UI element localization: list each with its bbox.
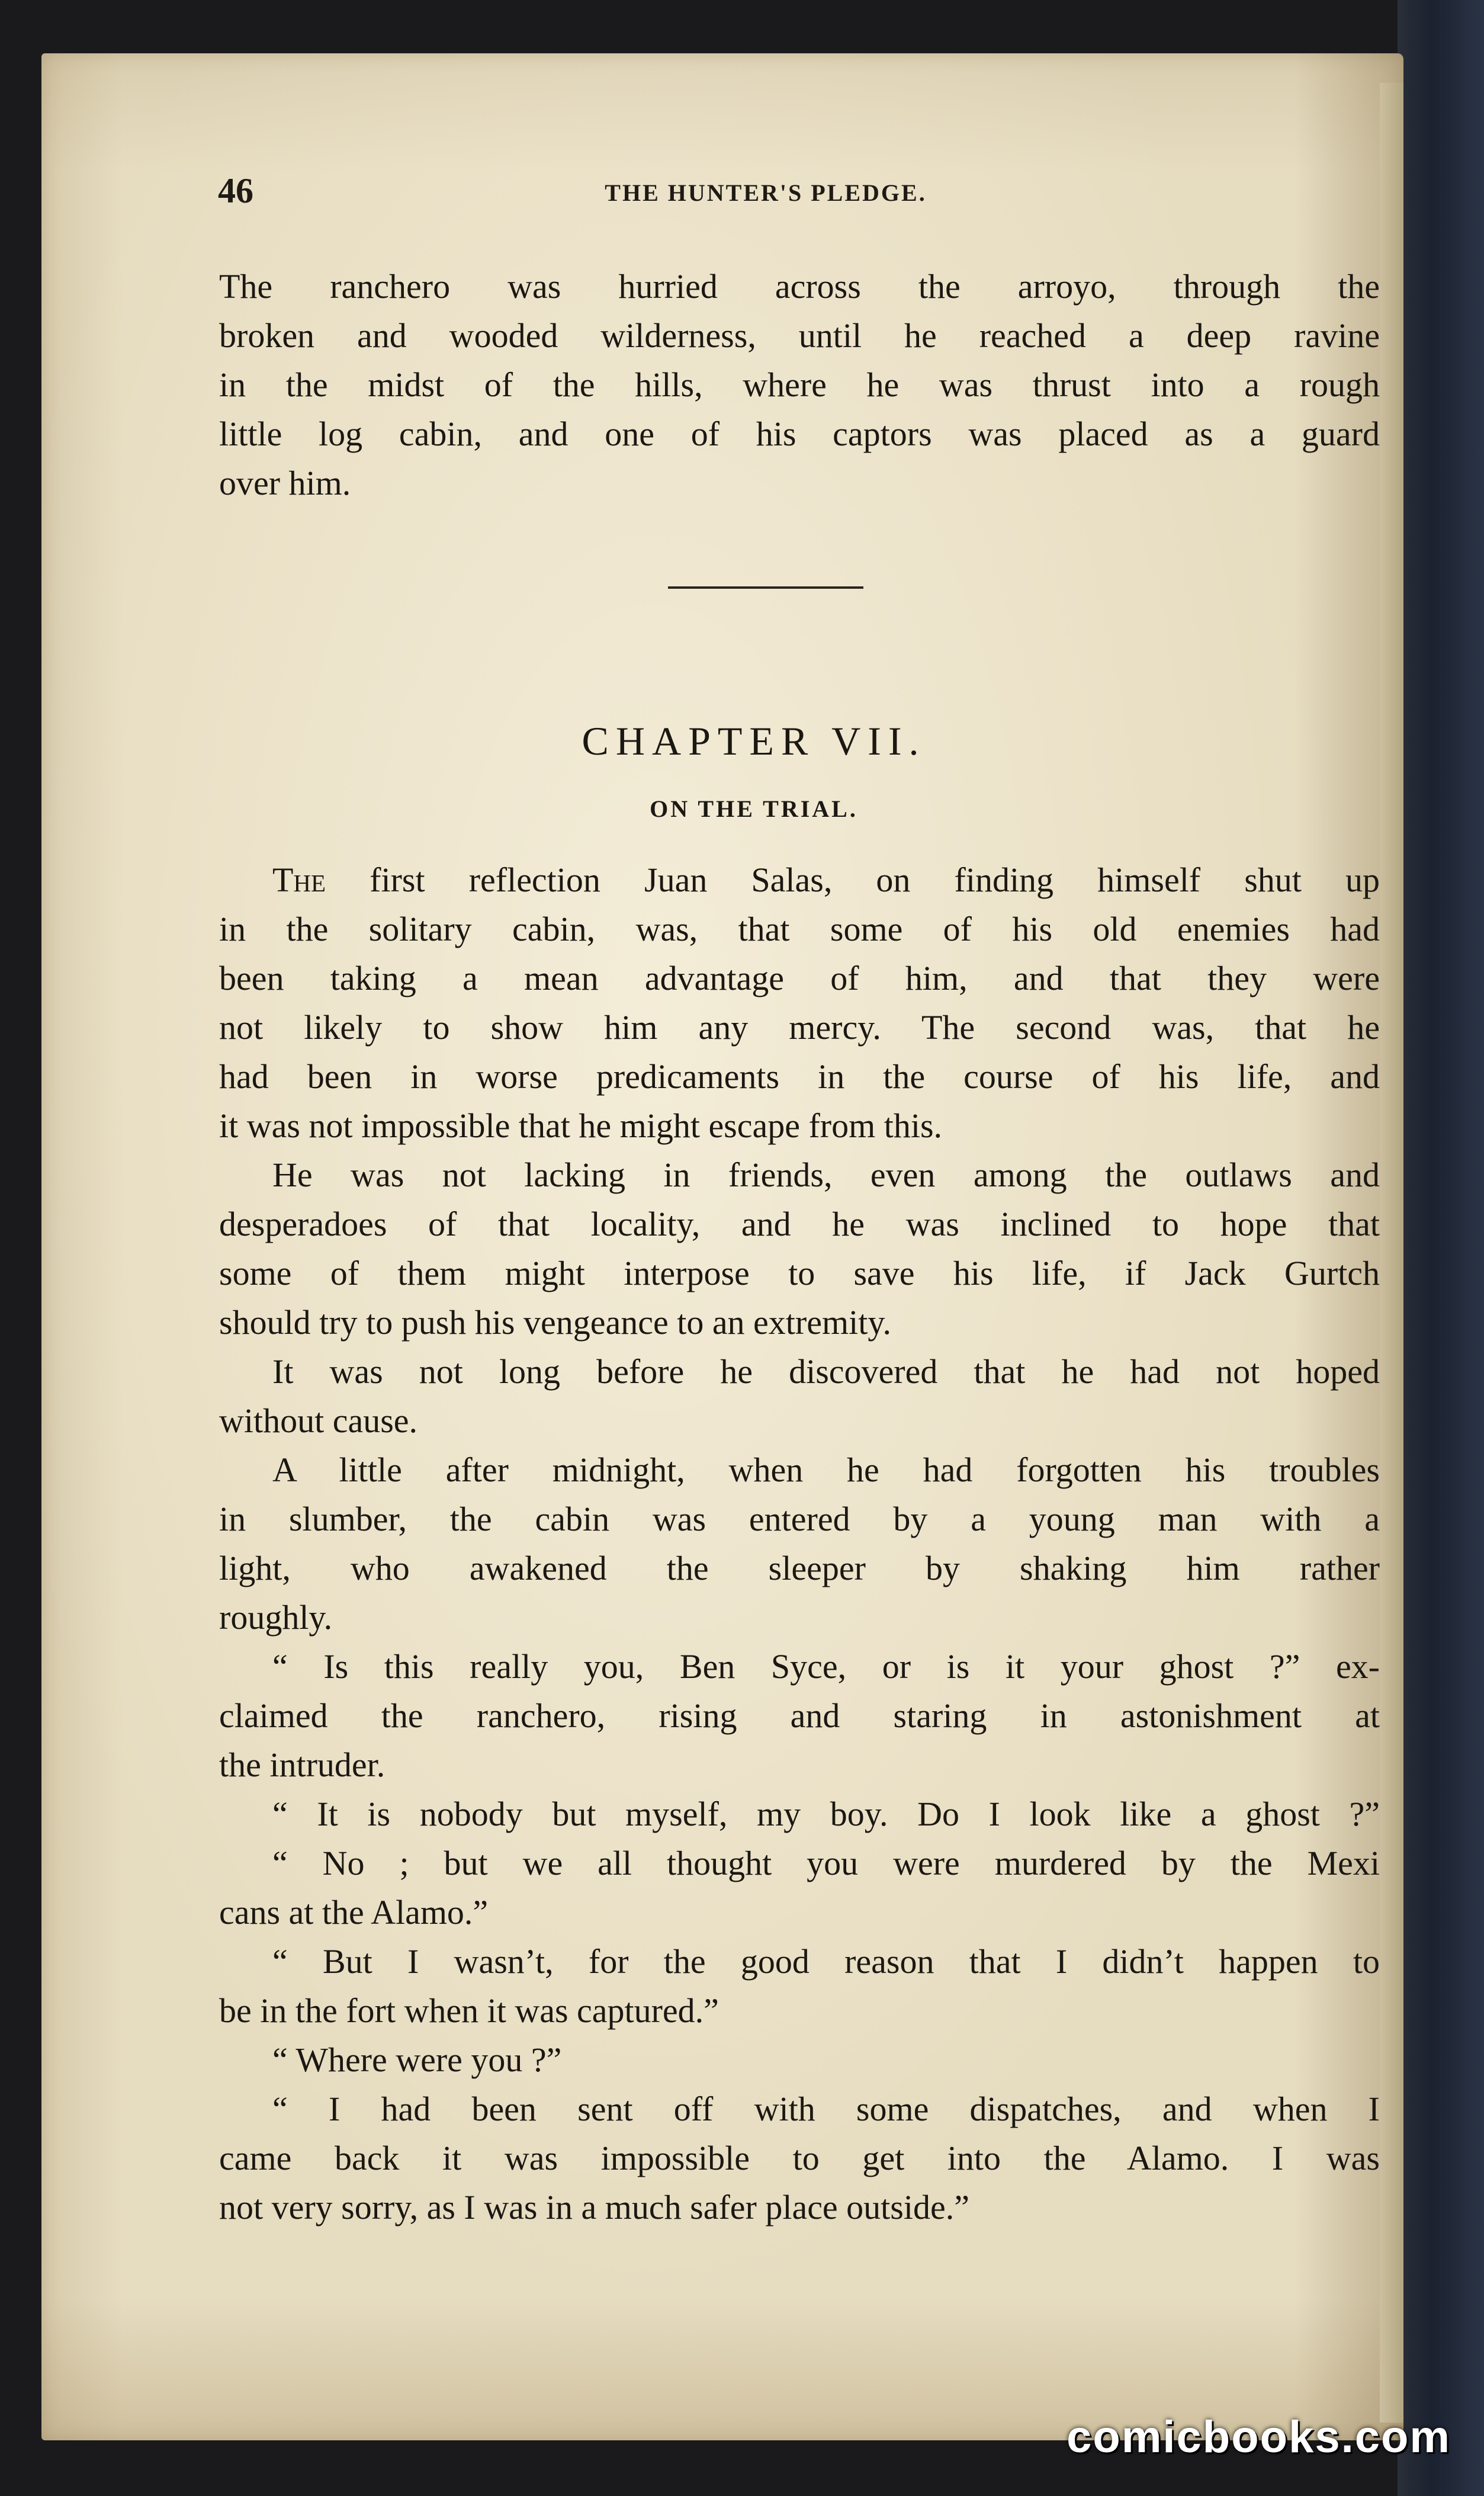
running-title: THE HUNTER'S PLEDGE. [605, 179, 927, 206]
chapter-title: CHAPTER VII. [582, 718, 926, 763]
page-stack-edge [1380, 83, 1403, 2423]
text-line [219, 855, 1380, 904]
chapter-subtitle: ON THE TRIAL. [650, 795, 858, 822]
text-line: cans at the Alamo.” [219, 1893, 489, 1932]
text-line: it was not impossible that he might escape from this. [219, 1106, 943, 1145]
text-line: A little after midnight, when he had forgotten his troubles [272, 1451, 1380, 1489]
watermark-logo: comicbooks.com [1067, 2412, 1451, 2462]
text-line: over him. [219, 464, 351, 502]
text-line: some of them might interpose to save his life, if Jack Gurtch [219, 1254, 1380, 1292]
text-line: The ranchero was hurried across the arroyo, through the [219, 267, 1380, 306]
text-line: had been in worse predicaments in the course of his life, and [219, 1057, 1380, 1096]
chapter-body [219, 855, 1380, 2232]
text-line: “ Is this really you, Ben Syce, or is it your ghost ?” ex- [272, 1647, 1380, 1686]
opening-word: The [272, 861, 326, 899]
text-line: desperadoes of that locality, and he was inclined to hope that [219, 1205, 1380, 1243]
text-line: in the solitary cabin, was, that some of his old enemies had [219, 910, 1380, 948]
text-line: broken and wooded wilderness, until he reached a deep ravine [219, 316, 1380, 355]
text-line: not very sorry, as I was in a much safer place outside.” [219, 2188, 969, 2226]
text-line: came back it was impossible to get into the Alamo. I was [219, 2139, 1380, 2177]
text-line: the intruder. [219, 1746, 386, 1784]
section-divider-rule [668, 586, 863, 589]
text-line: without cause. [219, 1401, 418, 1440]
text-line: It was not long before he discovered that he had not hoped [272, 1352, 1380, 1391]
running-header [0, 171, 1484, 218]
text-line: in the midst of the hills, where he was thrust into a rough [219, 365, 1380, 404]
text-line: “ It is nobody but myself, my boy. Do I look like a ghost ?” [272, 1795, 1380, 1833]
text-line: roughly. [219, 1598, 333, 1637]
text-line: claimed the ranchero, rising and staring in astonishment at [219, 1696, 1380, 1735]
text-line: be in the fort when it was captured.” [219, 1991, 719, 2030]
opening-paragraph [219, 262, 1380, 508]
page-number: 46 [218, 171, 253, 210]
text-line: in slumber, the cabin was entered by a young man with a [219, 1500, 1380, 1538]
book-cover-edge [1398, 0, 1484, 2496]
text-line: “ No ; but we all thought you were murdered by the Mexi [272, 1844, 1380, 1882]
text-line: “ Where were you ?” [272, 2041, 562, 2079]
text-line-rest: first reflection Juan Salas, on finding himself shut up [326, 861, 1380, 899]
text-line: not likely to show him any mercy. The second was, that he [219, 1008, 1380, 1047]
text-line: He was not lacking in friends, even among the outlaws and [272, 1156, 1380, 1194]
text-line: little log cabin, and one of his captors was placed as a guard [219, 415, 1380, 453]
text-line: should try to push his vengeance to an extremity. [219, 1303, 892, 1342]
text-line: light, who awakened the sleeper by shaking him rather [219, 1549, 1380, 1587]
text-line: “ But I wasn’t, for the good reason that I didn’t happen to [272, 1942, 1380, 1981]
text-line: been taking a mean advantage of him, and that they were [219, 959, 1380, 997]
text-line: “ I had been sent off with some dispatches, and when I [272, 2090, 1380, 2128]
